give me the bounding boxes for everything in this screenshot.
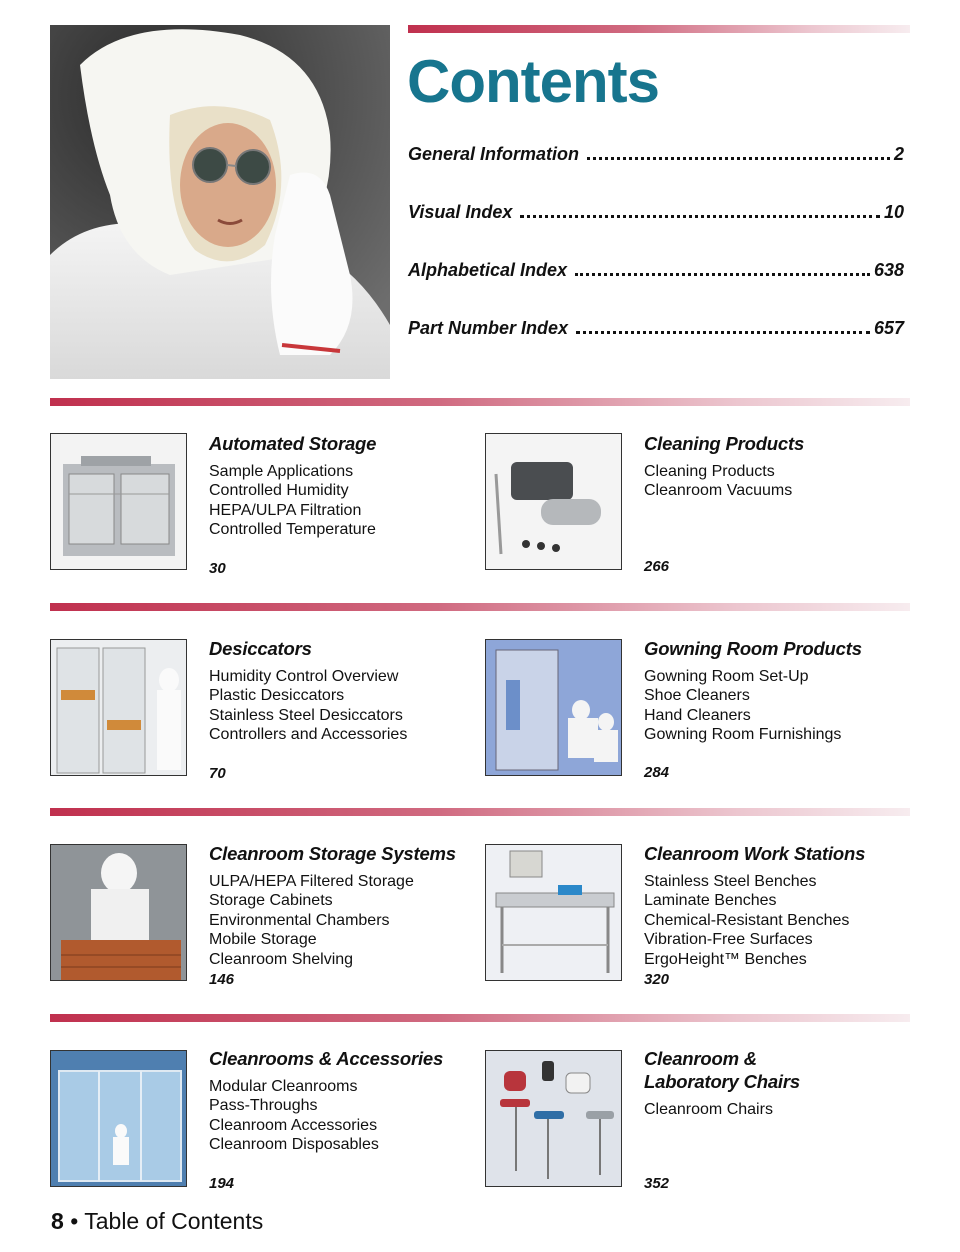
automated-storage-photo[interactable] — [50, 433, 187, 570]
section-item: Stainless Steel Desiccators — [209, 706, 403, 724]
section-items — [209, 1077, 379, 1155]
cleaning-products-photo[interactable] — [485, 433, 622, 570]
section-item: Environmental Chambers — [209, 911, 390, 929]
section-item: ULPA/HEPA Filtered Storage — [209, 873, 414, 890]
section-items — [644, 667, 841, 745]
page-footer — [51, 1208, 263, 1235]
section-rule — [50, 398, 910, 406]
section-item: Gowning Room Furnishings — [644, 726, 842, 744]
section-item: HEPA/ULPA Filtration — [209, 501, 362, 519]
toc-page: 10 — [883, 202, 904, 222]
section-rule — [50, 808, 910, 816]
section-item: Cleanroom Accessories — [209, 1116, 378, 1134]
leader-dots — [587, 157, 890, 160]
section-item: Cleaning Products — [644, 463, 775, 480]
section-item: Chemical-Resistant Benches — [644, 911, 850, 929]
section-title-line: Laboratory Chairs — [644, 1071, 800, 1092]
section-page: 194 — [209, 1175, 235, 1192]
toc-label: Alphabetical Index — [408, 260, 568, 280]
section-item: Laminate Benches — [644, 892, 777, 910]
section-item: Controlled Temperature — [209, 521, 376, 539]
section-title: Automated Storage — [209, 433, 377, 454]
section-rule — [50, 1014, 910, 1022]
gowning-room-photo[interactable] — [485, 639, 622, 776]
section-item: Stainless Steel Benches — [644, 873, 817, 890]
section-item: Storage Cabinets — [209, 892, 333, 910]
section-item: Shoe Cleaners — [644, 687, 750, 705]
section-item: ErgoHeight™ Benches — [644, 950, 807, 968]
section-page: 70 — [209, 765, 226, 782]
page-title: Contents — [407, 48, 659, 115]
section-items — [644, 872, 849, 969]
section-rule — [50, 603, 910, 611]
section-item: Controlled Humidity — [209, 482, 349, 500]
toc-entry-part-number-index[interactable] — [408, 318, 904, 344]
section-item: Cleanroom Chairs — [644, 1101, 773, 1118]
section-title: Cleanroom Storage Systems — [209, 843, 456, 864]
section-items — [644, 462, 792, 501]
section-item: Modular Cleanrooms — [209, 1078, 358, 1095]
chairs-photo[interactable] — [485, 1050, 622, 1187]
section-page: 30 — [209, 560, 226, 577]
leader-dots — [520, 215, 880, 218]
toc-label: Visual Index — [408, 202, 513, 222]
section-page: 352 — [644, 1175, 670, 1192]
section-items — [209, 462, 376, 540]
toc-page: 638 — [873, 260, 904, 280]
section-item: Hand Cleaners — [644, 706, 751, 724]
section-item: Mobile Storage — [209, 931, 317, 949]
section-title: Cleaning Products — [644, 433, 805, 454]
footer-bullet: • — [70, 1208, 79, 1234]
section-item: Plastic Desiccators — [209, 687, 345, 705]
section-items — [644, 1100, 773, 1119]
toc-entry-general-information[interactable] — [408, 144, 904, 170]
section-page: 284 — [644, 764, 670, 781]
cleanrooms-photo[interactable] — [50, 1050, 187, 1187]
cleanroom-storage-photo[interactable] — [50, 844, 187, 981]
section-title: Cleanrooms & Accessories — [209, 1048, 444, 1069]
footer-page-number: 8 — [51, 1208, 64, 1234]
hero-photo — [50, 25, 390, 379]
section-page: 320 — [644, 971, 670, 988]
section-item: Cleanroom Shelving — [209, 950, 354, 968]
leader-dots — [575, 273, 870, 276]
section-item: Vibration-Free Surfaces — [644, 931, 813, 949]
toc-label: Part Number Index — [408, 318, 569, 338]
section-item: Cleanroom Disposables — [209, 1136, 379, 1154]
work-stations-photo[interactable] — [485, 844, 622, 981]
section-item: Pass-Throughs — [209, 1097, 318, 1115]
toc-entry-alphabetical-index[interactable] — [408, 260, 904, 286]
section-title: Desiccators — [209, 638, 312, 659]
toc-page: 2 — [893, 144, 904, 164]
section-item: Controllers and Accessories — [209, 726, 408, 744]
section-title-line: Cleanroom & — [644, 1048, 757, 1069]
section-item: Sample Applications — [209, 463, 354, 480]
desiccators-photo[interactable] — [50, 639, 187, 776]
section-page: 266 — [644, 558, 670, 575]
section-item: Gowning Room Set-Up — [644, 668, 809, 685]
section-items — [209, 872, 414, 969]
footer-label: Table of Contents — [84, 1208, 264, 1234]
header-rule — [408, 25, 910, 33]
leader-dots — [576, 331, 870, 334]
toc-entry-visual-index[interactable] — [408, 202, 904, 228]
section-title: Gowning Room Products — [644, 638, 862, 659]
section-item: Humidity Control Overview — [209, 668, 399, 685]
toc-label: General Information — [408, 144, 580, 164]
section-page: 146 — [209, 971, 235, 988]
section-title — [644, 1047, 800, 1093]
section-items — [209, 667, 407, 745]
section-item: Cleanroom Vacuums — [644, 482, 793, 500]
section-title: Cleanroom Work Stations — [644, 843, 866, 864]
toc-page: 657 — [873, 318, 904, 338]
